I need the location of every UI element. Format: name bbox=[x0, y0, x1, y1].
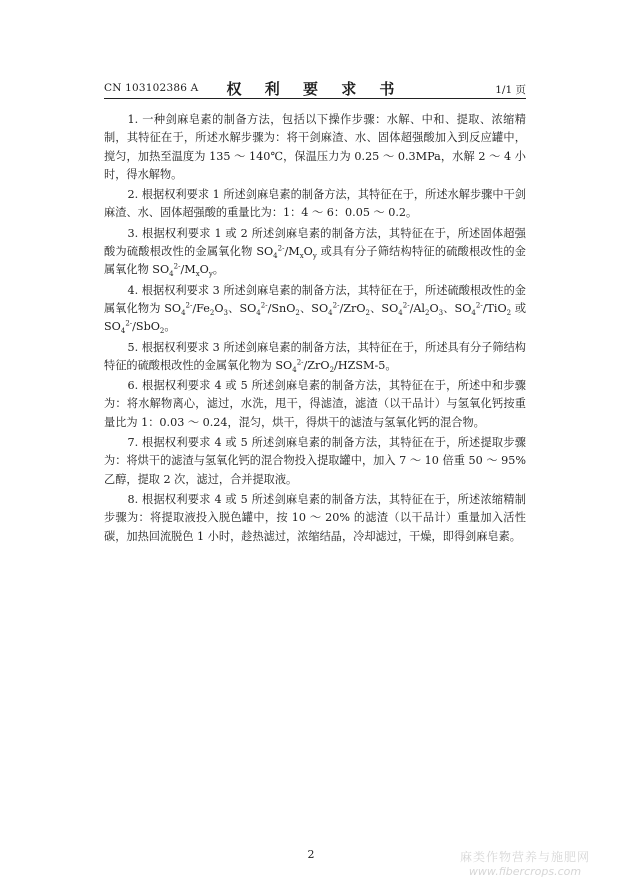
claim-4-text: /Al bbox=[409, 301, 425, 315]
claim-3-text: /M bbox=[284, 245, 300, 259]
claim-4-text: 、SO bbox=[299, 301, 329, 315]
subscript: 2 bbox=[506, 309, 512, 318]
claims-body bbox=[104, 111, 526, 548]
watermark-name: 麻类作物营养与施肥网 bbox=[459, 850, 590, 864]
page-number: 2 bbox=[307, 848, 315, 861]
subscript: 4 bbox=[328, 309, 333, 318]
patent-number: CN 103102386 A bbox=[104, 82, 199, 94]
superscript: 2- bbox=[402, 301, 410, 310]
claim-4-text: 。 bbox=[164, 320, 176, 334]
claim-3-text: 或具有分子筛结构特征的硫酸根改性的金属氧化物 SO bbox=[104, 245, 526, 277]
claim-3-text: O bbox=[199, 263, 209, 277]
claim-1: 1. 一种剑麻皂素的制备方法，包括以下操作步骤：水解、中和、提取、浓缩精制，其特征在于，所述水解步骤为：将干剑麻渣、水、固体超强酸加入到反应罐中，搅匀，加热至温度为 135 ～ 140℃，保温压力为 0.25 ～ 0.3MPa，水解 2 ～ 4 小时，得水解物。 bbox=[104, 113, 526, 181]
claim-4-text: /SbO bbox=[132, 320, 160, 334]
superscript: 2- bbox=[277, 244, 285, 253]
claim-8: 8. 根据权利要求 4 或 5 所述剑麻皂素的制备方法，其特征在于，所述浓缩精制步骤为：将提取液投入脱色罐中，按 10 ～ 20% 的滤渣（以干品计）重量加入活性碳，加热回流脱色 1 小时，趁热滤过，浓缩结晶，冷却滤过，干燥，即得剑麻皂素。 bbox=[104, 492, 526, 543]
claim-4-text: /ZrO bbox=[339, 301, 366, 315]
subscript: 2 bbox=[425, 309, 430, 318]
claim-3-text: 。 bbox=[212, 263, 224, 277]
subscript: 4 bbox=[120, 327, 126, 336]
subscript: 2 bbox=[209, 309, 215, 318]
superscript: 2- bbox=[260, 301, 268, 310]
subscript: 3 bbox=[223, 309, 229, 318]
watermark-url: www.fibercrops.com bbox=[468, 865, 582, 878]
claim-4-text: 4. 根据权利要求 3 所述剑麻皂素的制备方法，其特征在于，所述硫酸根改性的金属氧化物为 SO bbox=[104, 283, 526, 315]
claim-4-text: O bbox=[429, 301, 439, 315]
subscript: 2 bbox=[365, 309, 370, 318]
subscript: 4 bbox=[292, 366, 297, 375]
superscript: 2- bbox=[125, 319, 133, 328]
subscript: 3 bbox=[438, 309, 444, 318]
claim-4 bbox=[104, 282, 526, 337]
subscript: 4 bbox=[471, 309, 476, 318]
subscript: 4 bbox=[169, 270, 174, 279]
claim-4-text: /Fe bbox=[192, 301, 210, 315]
subscript: y bbox=[312, 252, 317, 261]
subscript: 4 bbox=[273, 252, 278, 261]
site-watermark bbox=[440, 848, 610, 878]
claim-6: 6. 根据权利要求 4 或 5 所述剑麻皂素的制备方法，其特征在于，所述中和步骤为：将水解物离心，滤过，水洗，甩干，得滤渣，滤渣（以干品计）与氢氧化钙按重量比为 1：0.03 ～ 0.24，混匀，烘干，得烘干的滤渣与氢氧化钙的混合物。 bbox=[104, 379, 526, 429]
claim-4-text: 或 SO bbox=[104, 301, 527, 334]
claim-4-text: /TiO bbox=[482, 301, 507, 315]
header-rule bbox=[104, 98, 526, 99]
claim-3 bbox=[104, 225, 526, 280]
claim-5 bbox=[104, 339, 526, 376]
subscript: 2 bbox=[159, 327, 165, 336]
claim-3-text: O bbox=[303, 245, 313, 259]
subscript: x bbox=[299, 252, 304, 261]
claim-7: 7. 根据权利要求 4 或 5 所述剑麻皂素的制备方法，其特征在于，所述提取步骤为：将烘干的滤渣与氢氧化钙的混合物投入提取罐中，加入 7 ～ 10 倍重 50 ～ 95% 乙醇，提取 2 次，滤过，合并提取液。 bbox=[104, 436, 526, 486]
superscript: 2- bbox=[475, 301, 483, 310]
claim-5-text: 5. 根据权利要求 3 所述剑麻皂素的制备方法，其特征在于，所述具有分子筛结构特征的硫酸根改性的金属氧化物为 SO bbox=[104, 340, 526, 372]
subscript: 4 bbox=[256, 309, 261, 318]
superscript: 2- bbox=[296, 358, 304, 367]
subscript: 4 bbox=[181, 309, 186, 318]
subscript: 4 bbox=[398, 309, 403, 318]
page-header bbox=[104, 78, 526, 100]
claim-4-text: 、SO bbox=[369, 301, 399, 315]
claim-4-text: O bbox=[214, 301, 224, 315]
claim-4-text: /SnO bbox=[267, 301, 296, 315]
claim-3-text: 3. 根据权利要求 1 或 2 所述剑麻皂素的制备方法，其特征在于，所述固体超强酸为硫酸根改性的金属氧化物 SO bbox=[104, 226, 526, 259]
subscript: x bbox=[195, 270, 200, 279]
claim-4-text: 、SO bbox=[443, 301, 472, 315]
subscript: 2 bbox=[329, 366, 335, 375]
page-count: 1/1 页 bbox=[495, 84, 526, 96]
subscript: 2 bbox=[295, 309, 300, 318]
claim-2: 2. 根据权利要求 1 所述剑麻皂素的制备方法，其特征在于，所述水解步骤中干剑麻渣、水、固体超强酸的重量比为：1：4 ～ 6：0.05 ～ 0.2。 bbox=[104, 188, 526, 220]
document-title: 权 利 要 求 书 bbox=[226, 80, 404, 98]
subscript: y bbox=[208, 270, 213, 279]
superscript: 2- bbox=[332, 301, 340, 310]
claim-5-text: /HZSM-5。 bbox=[334, 358, 397, 372]
claim-3-text: /M bbox=[180, 263, 196, 277]
claim-5-text: /ZrO bbox=[303, 358, 330, 372]
claim-4-text: 、SO bbox=[228, 301, 257, 315]
superscript: 2- bbox=[185, 301, 193, 310]
superscript: 2- bbox=[173, 262, 181, 271]
